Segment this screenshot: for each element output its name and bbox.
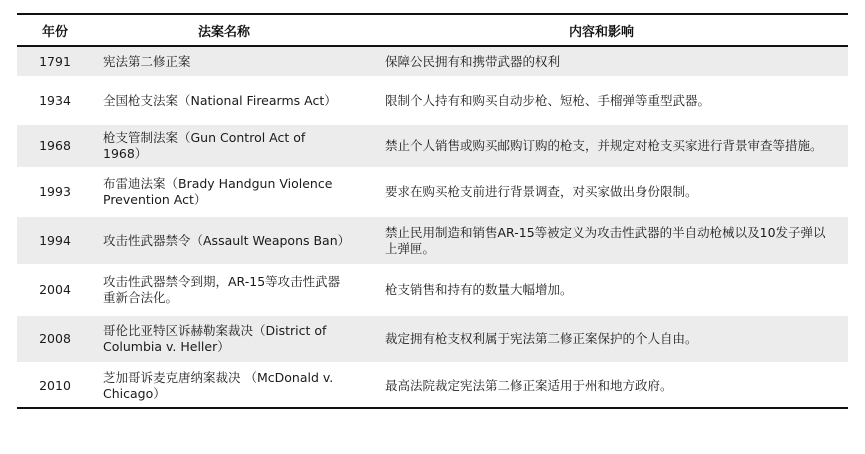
header-row xyxy=(17,13,848,47)
table-row xyxy=(17,170,848,217)
cell-description: 禁止个人销售或购买邮购订购的枪支，并规定对枪支买家进行背景审查等措施。 xyxy=(355,125,848,170)
cell-year: 1791 xyxy=(17,47,93,79)
cell-law-name: 攻击性武器禁令（Assault Weapons Ban） xyxy=(93,217,355,267)
cell-description: 裁定拥有枪支权利属于宪法第二修正案保护的个人自由。 xyxy=(355,316,848,365)
table-header xyxy=(17,13,848,47)
table-row xyxy=(17,47,848,79)
table-row xyxy=(17,125,848,170)
cell-description: 限制个人持有和购买自动步枪、短枪、手榴弹等重型武器。 xyxy=(355,79,848,125)
cell-law-name: 哥伦比亚特区诉赫勒案裁决（District of Columbia v. Heller） xyxy=(93,316,355,365)
column-header-year: 年份 xyxy=(17,13,93,47)
cell-description: 保障公民拥有和携带武器的权利 xyxy=(355,47,848,79)
column-header-desc: 内容和影响 xyxy=(355,13,848,47)
gun-law-table-container xyxy=(17,13,848,409)
cell-year: 2010 xyxy=(17,365,93,409)
cell-law-name: 全国枪支法案（National Firearms Act） xyxy=(93,79,355,125)
table-row xyxy=(17,316,848,365)
cell-description: 要求在购买枪支前进行背景调查，对买家做出身份限制。 xyxy=(355,170,848,217)
cell-year: 1934 xyxy=(17,79,93,125)
cell-year: 1993 xyxy=(17,170,93,217)
cell-year: 1968 xyxy=(17,125,93,170)
column-header-name: 法案名称 xyxy=(93,13,355,47)
cell-law-name: 枪支管制法案（Gun Control Act of 1968） xyxy=(93,125,355,170)
cell-law-name: 宪法第二修正案 xyxy=(93,47,355,79)
table-row xyxy=(17,365,848,409)
cell-law-name: 布雷迪法案（Brady Handgun Violence Prevention Act） xyxy=(93,170,355,217)
cell-description: 禁止民用制造和销售AR-15等被定义为攻击性武器的半自动枪械以及10发子弹以上弹匣。 xyxy=(355,217,848,267)
cell-law-name: 攻击性武器禁令到期，AR-15等攻击性武器重新合法化。 xyxy=(93,267,355,316)
table-row xyxy=(17,79,848,125)
table-body xyxy=(17,47,848,409)
cell-description: 最高法院裁定宪法第二修正案适用于州和地方政府。 xyxy=(355,365,848,409)
cell-year: 1994 xyxy=(17,217,93,267)
table-row xyxy=(17,217,848,267)
cell-description: 枪支销售和持有的数量大幅增加。 xyxy=(355,267,848,316)
gun-law-table xyxy=(17,13,848,409)
cell-law-name: 芝加哥诉麦克唐纳案裁决 （McDonald v. Chicago） xyxy=(93,365,355,409)
cell-year: 2004 xyxy=(17,267,93,316)
table-row xyxy=(17,267,848,316)
cell-year: 2008 xyxy=(17,316,93,365)
